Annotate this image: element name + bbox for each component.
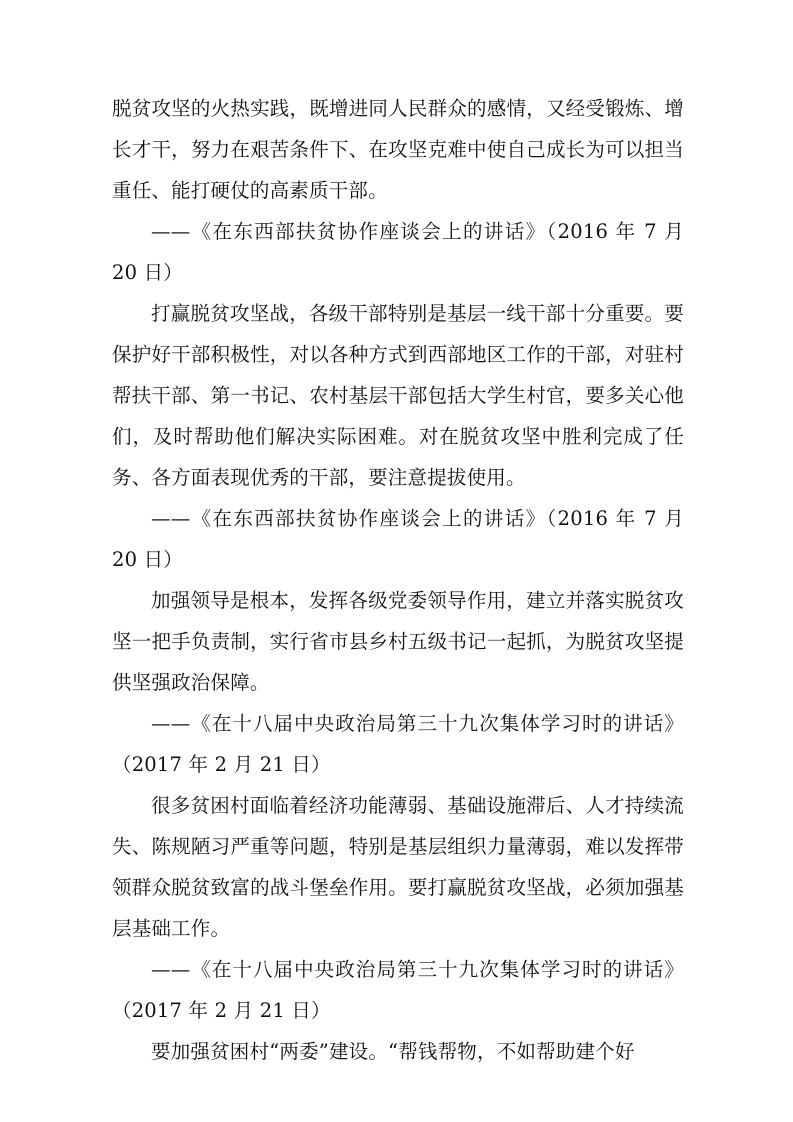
source-1: ——《在东西部扶贫协作座谈会上的讲话》（2016 年 7 月 20 日） — [112, 220, 684, 284]
source-4: ——《在十八届中央政治局第三十九次集体学习时的讲话》（2017 年 2 月 21 日） — [112, 958, 684, 1022]
paragraph-5: 要加强贫困村“两委”建设。“帮钱帮物，不如帮助建个好 — [151, 1040, 635, 1063]
paragraph-4: 很多贫困村面临着经济功能薄弱、基础设施滞后、人才持续流失、陈规陋习严重等问题，特别是基层组织力量薄弱，难以发挥带领群众脱贫致富的战斗堡垒作用。要打赢脱贫攻坚战，必须加强基层基础工作。 — [112, 794, 684, 940]
source-3: ——《在十八届中央政治局第三十九次集体学习时的讲话》（2017 年 2 月 21 日） — [112, 712, 684, 776]
paragraph-1: 脱贫攻坚的火热实践，既增进同人民群众的感情，又经受锻炼、增长才干，努力在艰苦条件下、在攻坚克难中使自己成长为可以担当重任、能打硬仗的高素质干部。 — [112, 97, 684, 202]
paragraph-2: 打赢脱贫攻坚战，各级干部特别是基层一线干部十分重要。要保护好干部积极性，对以各种方式到西部地区工作的干部，对驻村帮扶干部、第一书记、农村基层干部包括大学生村官，要多关心他们，及时帮助他们解决实际困难。对在脱贫攻坚中胜利完成了任务、各方面表现优秀的干部，要注意提拔使用。 — [112, 302, 684, 489]
page-body — [112, 88, 684, 1072]
paragraph-3: 加强领导是根本，发挥各级党委领导作用，建立并落实脱贫攻坚一把手负责制，实行省市县乡村五级书记一起抓，为脱贫攻坚提供坚强政治保障。 — [112, 589, 684, 694]
source-2: ——《在东西部扶贫协作座谈会上的讲话》（2016 年 7 月 20 日） — [112, 507, 684, 571]
